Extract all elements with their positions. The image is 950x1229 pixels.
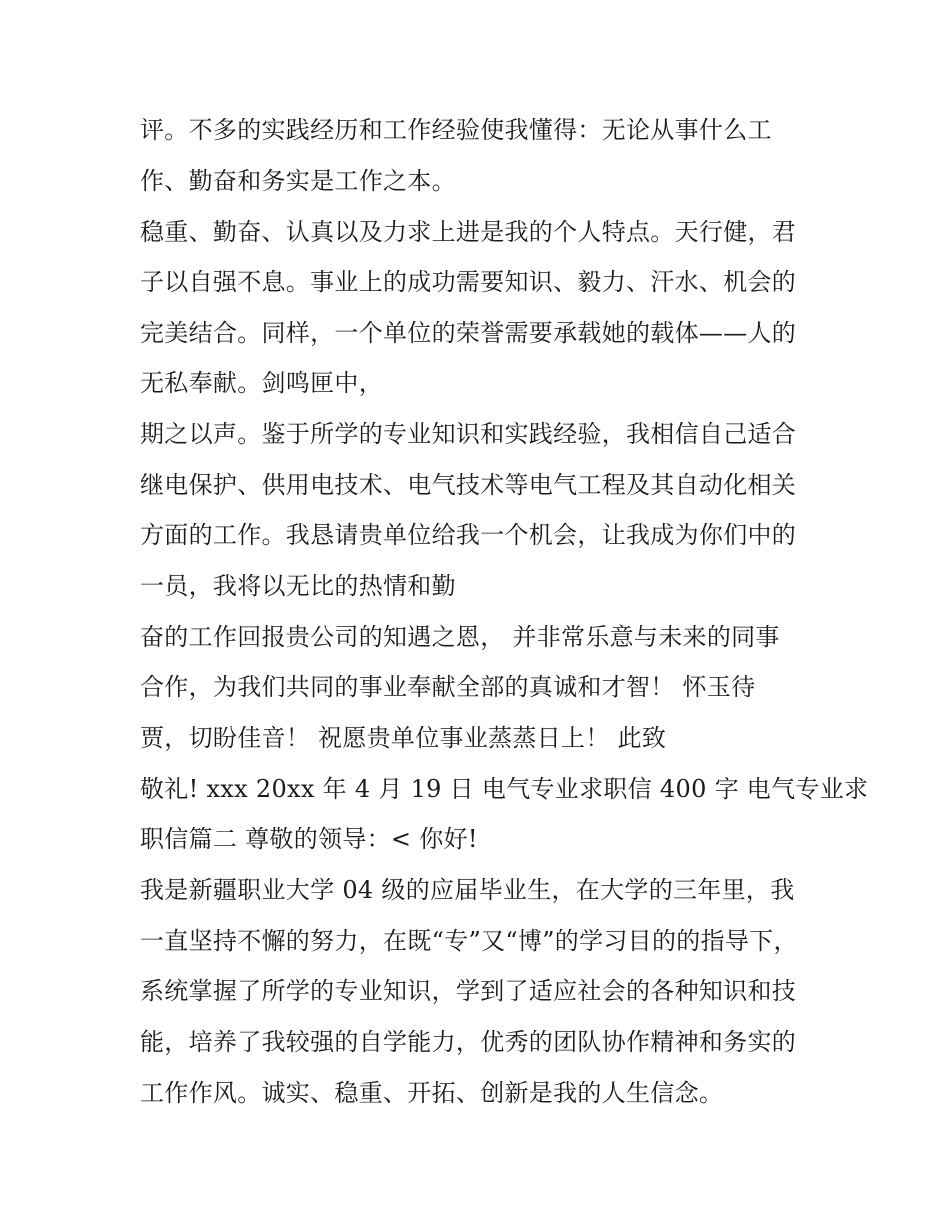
text-line: 一直坚持不懈的努力，在既“专”又“博”的学习目的的指导下， bbox=[140, 927, 798, 955]
text-line: 职信篇二 尊敬的领导：< 你好! bbox=[140, 825, 478, 853]
text-line: 奋的工作回报贵公司的知遇之恩， 并非常乐意与未来的同事 bbox=[140, 623, 780, 651]
text-line: 我是新疆职业大学 04 级的应届毕业生，在大学的三年里，我 bbox=[140, 876, 795, 904]
text-line: 评。不多的实践经历和工作经验使我懂得：无论从事什么工 bbox=[140, 116, 772, 144]
text-line: 稳重、勤奋、认真以及力求上进是我的个人特点。天行健，君 bbox=[140, 218, 797, 246]
text-line: 系统掌握了所学的专业知识，学到了适应社会的各种知识和技 bbox=[140, 977, 797, 1005]
text-line: 作、勤奋和务实是工作之本。 bbox=[140, 167, 456, 195]
text-line: 完美结合。同样，一个单位的荣誉需要承载她的载体——人的 bbox=[140, 319, 797, 347]
text-line: 方面的工作。我恳请贵单位给我一个机会，让我成为你们中的 bbox=[140, 521, 797, 549]
text-line: 工作作风。诚实、稳重、开拓、创新是我的人生信念。 bbox=[140, 1079, 724, 1107]
text-line: 敬礼! xxx 20xx 年 4 月 19 日 电气专业求职信 400 字 电气专业求 bbox=[140, 775, 869, 803]
text-line: 期之以声。鉴于所学的专业知识和实践经验，我相信自己适合 bbox=[140, 420, 797, 448]
text-line: 一员，我将以无比的热情和勤 bbox=[140, 572, 456, 600]
text-line: 继电保护、供用电技术、电气技术等电气工程及其自动化相关 bbox=[140, 471, 797, 499]
text-line: 无私奉献。剑鸣匣中， bbox=[140, 369, 383, 397]
text-line: 子以自强不息。事业上的成功需要知识、毅力、汗水、机会的 bbox=[140, 268, 797, 296]
text-line: 能，培养了我较强的自学能力，优秀的团队协作精神和务实的 bbox=[140, 1028, 797, 1056]
text-line: 贾，切盼佳音！ 祝愿贵单位事业蒸蒸日上！ 此致 bbox=[140, 724, 667, 752]
text-line: 合作，为我们共同的事业奉献全部的真诚和才智！ 怀玉待 bbox=[140, 673, 756, 701]
